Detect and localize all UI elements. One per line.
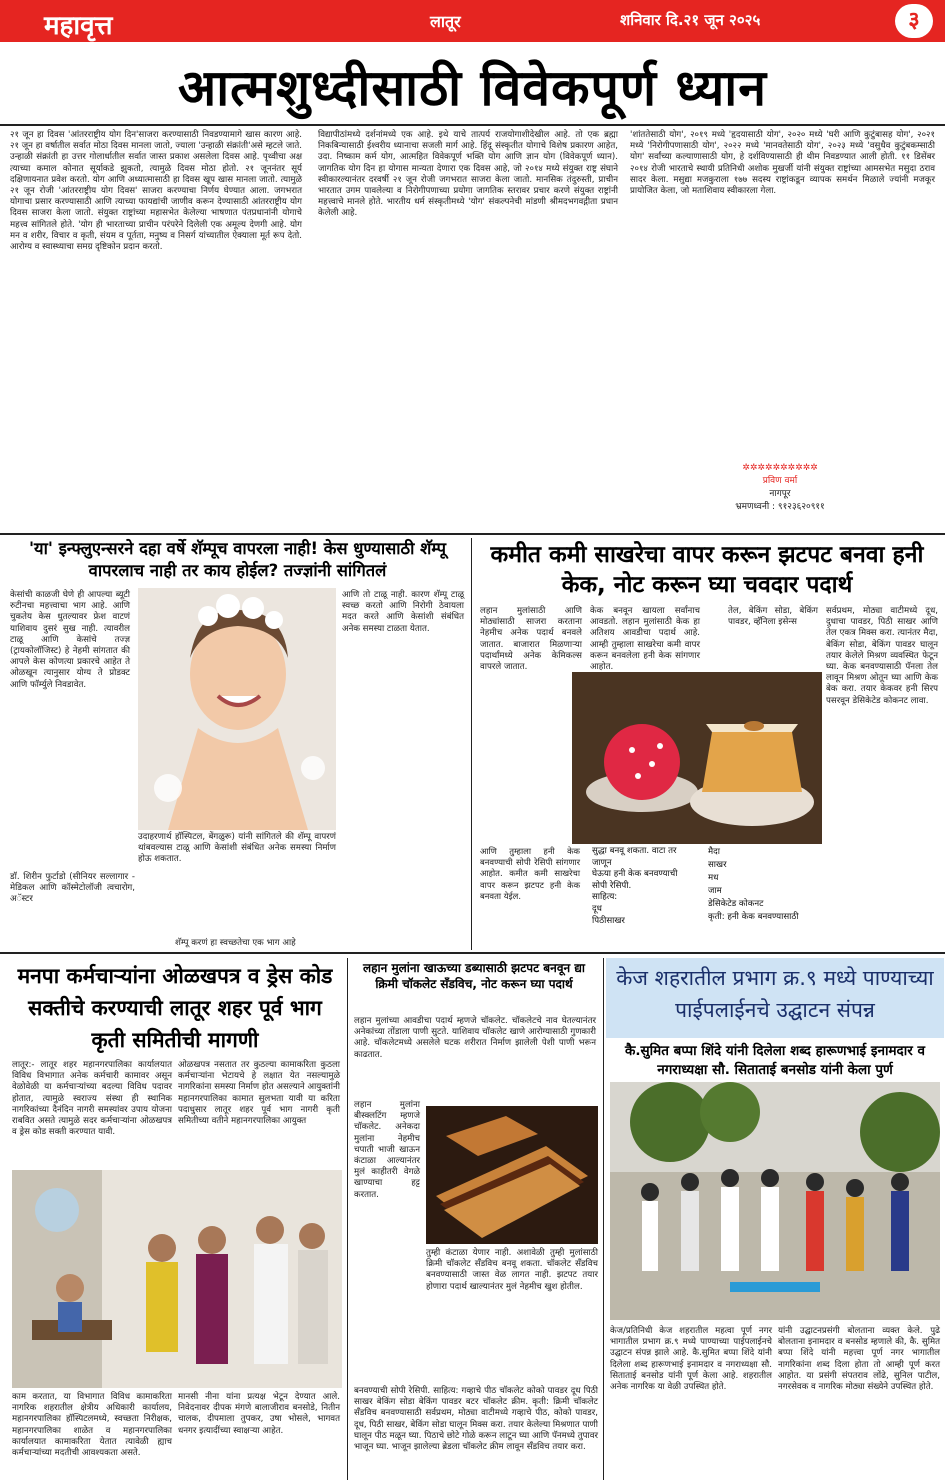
lead-column-2: विद्यापीठांमध्ये दर्शनांमध्ये एक आहे. इथे याचे तात्पर्य राजयोगाशीदेखील आहे. तो एक ब्रह्मा निकबिन्यासाठी ईश्वरीय ध्यानाचा सजली मार्ग आहे. हिंदू संस्कृतीत योगाचे विशेष प्रकारण आहेत, उदा. निष्काम कर्म योग, आत्महित विवेकपूर्ण भक्ति योग आणि ज्ञान योग (विवेकपूर्ण ध्यान). जागतिक योग दिन हा योगास मान्यता देणारा एक दिवस आहे, जो २०१४ मध्ये संयुक्त राष्ट्र संघाने स्वीकारल्यानंतर दरवर्षी २१ जून रोजी जगभरात साजरा केला जातो. मानसिक तंदुरुस्ती, प्राचीन भारतात उगम पावलेल्या व निरोगीपणाच्या प्रयोगा जागतिक स्तरावर प्रचार करणे संयुक्त राष्ट्रांनी महत्त्वाचे मानले होते. भारतीय धर्म संस्कृतीमध्ये 'योग' संकल्पनेची मांडणी श्रीमदभगवद्गीता प्रधान केलेली आहे.	[318, 130, 618, 219]
edition-location: लातूर	[430, 12, 461, 31]
divider	[0, 952, 945, 954]
ingredient-item: सुद्धा बनवू शकता. वाटा तर	[592, 846, 677, 856]
lead-column-1: २१ जून हा दिवस 'आंतरराष्ट्रीय योग दिन'साजरा करण्यासाठी निवडण्यामागे खास कारण आहे. २१ जून हा वर्षातील सर्वात मोठा दिवस मानला जातो, ज्याला 'उन्हाळी संक्रांती'असे म्हटले जाते. उन्हाळी संक्रांती हा उत्तर गोलार्धातील सर्वात जास्त प्रकाश असलेला दिवस आहे. पृथ्वीचा अक्ष त्याच्या कमाल कोनात सूर्याकडे झुकतो, त्यामुळे दिवस मोठा होतो. २१ जूननंतर सूर्य दक्षिणायनात प्रवेश करतो. योग आणि अध्यात्मासाठी हा दिवस खूप खास मानला जातो. त्यामुळे २१ जून रोजी 'आंतरराष्ट्रीय योग दिवस' साजरा करण्याचा निर्णय घेण्यात आला. जगभरात योगाचा प्रसार करण्यासाठी आणि त्याच्या फायद्यांची जाणीव करून देण्यासाठी आंतरराष्ट्रीय योग दिवस साजरा केला जातो. संयुक्त राष्ट्रांच्या महासभेत केलेल्या भाषणात पंतप्रधानांनी योगाचे महत्त्व सांगितले होते. 'योग ही भारताच्या प्राचीन परंपरेने दिलेली एक अमूल्य देणगी आहे. योग मन व शरीर, विचार व कृती, संयम व पूर्तता, मनुष्य व निसर्ग यांच्यातील ऐक्याला मूर्त रूप देतो. आरोग्य व स्वास्थ्याचा समग्र दृष्टिकोन प्रदान करतो.	[10, 130, 302, 253]
ingredient-item: जाणून	[592, 857, 612, 868]
honey-cake-method: सर्वप्रथम, मोठ्या वाटीमध्ये दूध, दुधाचा पावडर, पिठी साखर आणि तेल एकत्र मिक्स करा. त्यानंतर मैदा, बेकिंग सोडा, बेकिंग पावडर घालून तयार केलेले मिश्रण व्यवस्थित फेटून घ्या. केक बनवण्यासाठी पॅनला तेल लावून मिश्रण ओतून घ्या आणि केक बेक करा. तयार केकवर हनी सिरप पसरवून डेसिकेटेड कोकनट लावा.	[826, 606, 938, 706]
sandwich-column-right: तुम्ही कंटाळा येणार नाही. अशावेळी तुम्ही मुलांसाठी क्रिमी चॉकलेट सँडविच बनवू शकता. चॉकलेट सँडविच बनवण्यासाठी जास्त वेळ लागत नाही. झटपट तयार होणारा पदार्थ खाल्यानंतर मुलं नेहमीच खुश होतील.	[426, 1248, 598, 1292]
ingredient-item: साखर	[708, 860, 727, 870]
chocolate-sandwich-photo	[426, 1106, 598, 1244]
ingredient-list-1	[592, 846, 702, 927]
divider	[0, 533, 945, 535]
honey-cake-column-2: केक बनवून खायला सर्वांनाच आवडतो. लहान मुलांसाठी केक हा अतिशय आवडीचा पदार्थ आहे. आम्ही तुम्हाला साखरेचा कमी वापर करून बनवलेला हनी केक सांगणार आहोत.	[590, 606, 700, 673]
kej-headline: केज शहरातील प्रभाग क्र.९ मध्ये पाण्याच्या पाईपलाईनचे उद्घाटन संपन्न	[616, 966, 934, 1022]
ingredient-list-2	[708, 846, 823, 924]
ingredient-item: जाम	[708, 886, 722, 896]
honey-cake-ingredients-top: तेल, बेकिंग सोडा, बेकिंग पावडर, व्हॅनिला इसेन्स	[728, 606, 818, 628]
vertical-divider	[347, 958, 348, 1480]
shampoo-column-1: केसांची काळजी घेणे ही आपल्या ब्यूटी रुटीनचा महत्त्वाचा भाग आहे. आणि चुकतेय केस धुतल्यावर फ्रेश वाटणं याशिवाय दुसरं सुख नाही. त्यावरील टाळू आणि केसांचे तज्ज्ञ (ट्रायकोलॉजिस्ट) हे नेहमी सांगतात की आपले केस कोणत्या प्रकारचे आहेत ते ओळखून त्यानुसार योग्य ते प्रोडक्ट आणि फॉर्म्युले निवडावेत.	[10, 590, 130, 690]
shampoo-column-3: आणि तो टाळू नाही. कारण शॅम्पू टाळू स्वच्छ करतो आणि निरोगी ठेवायला मदत करते आणि केसांशी संबंधित अनेक समस्या टाळता येतात.	[342, 590, 464, 634]
kej-inauguration-photo	[610, 1082, 940, 1320]
ingredient-item: दूध	[592, 903, 602, 914]
page-number: ३	[895, 4, 933, 38]
vertical-divider	[603, 958, 604, 1480]
issue-date: शनिवार दि.२१ जून २०२५	[620, 11, 761, 29]
author-phone: भ्रमणध्वनी : ९१२३६२०९११	[735, 502, 825, 512]
sandwich-intro: लहान मुलांच्या आवडीचा पदार्थ म्हणजे चॉकलेट. चॉकलेटचे नाव घेतल्यानंतर अनेकांच्या तोंडाला पाणी सुटते. याशिवाय चॉकलेट खाणे आरोग्यासाठी गुणकारी आहे. चॉकलेटमध्ये असलेले घटक शरीरात निर्माण झालेली पेशी पाणी भरून काढतात.	[354, 1016, 596, 1060]
lead-headline: आत्मशुध्दीसाठी विवेकपूर्ण ध्यान	[178, 59, 767, 117]
lead-column-3: 'शांततेसाठी योग', २०१९ मध्ये 'हृदयासाठी योग', २०२० मध्ये 'घरी आणि कुटुंबासह योग', २०२१ मध्ये 'निरोगीपणासाठी योग', २०२२ मध्ये 'मानवतेसाठी योग', २०२३ मध्ये 'वसुधैव कुटुंबकम्साठी योग' सर्वांच्या कल्याणासाठी योग, हे दर्शविण्यासाठी ही थीम निवडण्यात आली होती. ११ डिसेंबर २०१४ रोजी भारताचे स्थायी प्रतिनिधी अशोक मुखर्जी यांनी संयुक्त राष्ट्रांच्या आमसभेत मसुदा ठराव सादर केला. मसुद्या मजकुराला १७७ सदस्य राष्ट्रांकडून व्यापक समर्थन मिळाले ज्यांनी मजकूर प्रायोजित केला, जो मताशिवाय स्वीकारला गेला.	[630, 130, 935, 197]
expert-caption: डॉ. शिरीन फुर्टाडो (सीनियर सल्लागार - मेडिकल आणि कॉस्मेटोलॉजी त्वचारोग, अॅस्टर	[10, 872, 135, 905]
mnpa-bottom-2: मानसी नीना यांना प्रत्यक्ष भेटून देण्यात आले. निवेदनावर दीपक मंगणे बालाजीराव बनसोडे, नितीन चालक, दीपमाला तुपकर, उषा भोसले, भागवत धनगर इत्यादींच्या स्वाक्षऱ्या आहेत.	[178, 1392, 340, 1436]
ingredient-item: पिठीसाखर	[592, 915, 625, 926]
sandwich-recipe: बनवण्याची सोपी रेसिपी. साहित्य: गव्हाचे पीठ चॉकलेट कोको पावडर दूध पिठी साखर बेकिंग सोडा बेकिंग पावडर बटर चॉकलेट क्रीम. कृती: क्रिमी चॉकलेट सँडविच बनवण्यासाठी सर्वप्रथम, मोठ्या वाटीमध्ये गव्हाचे पीठ, कोको पावडर, दूध, पिठी साखर, बेकिंग सोडा घालून मिक्स करा. तयार केलेल्या मिश्रणात पाणी घालून पीठ मळून घ्या. पिठाचे छोटे गोळे करून लाटून घ्या आणि पॅनमध्ये तुपावर भाजून घ्या. भाजून झालेल्या ब्रेडला चॉकलेट क्रीम लावून सँडविच तयार करा.	[354, 1386, 598, 1453]
sandwich-headline: लहान मुलांना खाऊच्या डब्यासाठी झटपट बनवून द्या क्रिमी चॉकलेट सँडविच, नोट करून घ्या पदार्थ	[363, 961, 585, 991]
author-name: प्रविण वर्मा	[762, 476, 798, 486]
sandwich-column-left: लहान मुलांना बीस्क्लटिंग म्हणजे चॉकलेट. अनेकदा मुलांना नेहमीच चपाती भाजी खाऊन कंटाळा आल्यानंतर मुलं काहीतरी वेगळे खाण्याचा हट्ट करतात.	[354, 1100, 420, 1200]
ingredient-item: घेऊया हनी केक बनवण्याची	[592, 869, 678, 880]
ingredient-item: मैदा	[708, 847, 720, 857]
masthead: महावृत्त	[44, 11, 113, 41]
mnpa-bottom-1: काम करतात, या विभागात विविध कामाकरिता नागरिक शहरातील क्षेत्रीय अधिकारी कार्यालय, महानगरपालिका हॉस्पिटलमध्ये, स्वच्छता निरीक्षक, महानगरपालिका शाळेत व महानगरपालिका कार्यालयात कामाकरिता येतात त्यावेळी ह्याच कर्मचाऱ्यांच्या मदतीची आवश्यकता असते.	[12, 1392, 172, 1459]
author-signature	[660, 462, 900, 514]
honey-cake-column-1b: आणि तुम्हाला हनी केक बनवण्याची सोपी रेसिपी सांगणार आहोत. कमीत कमी साखरेचा वापर करून झटपट हनी केक बनवता येईल.	[480, 846, 580, 901]
kej-subheadline: कै.सुमित बप्पा शिंदे यांनी दिलेला शब्द हारूणभाई इनामदार व नगराध्यक्षा सौ. सिताताई बनसोड यांनी केला पुर्ण	[625, 1043, 925, 1078]
vertical-divider	[471, 538, 472, 950]
shampoo-column-2: उदाहरणार्थ हॉस्पिटल, बेंगळुरू) यांनी सांगितले की शॅम्पू वापरणं थांबवल्यास टाळू आणि केसांशी संबंधित अनेक समस्या निर्माण होऊ शकतात.	[138, 832, 336, 865]
author-city: नागपूर	[769, 489, 791, 499]
header-bar	[0, 0, 945, 42]
ingredient-item: सोपी रेसिपी.	[592, 880, 632, 891]
ingredient-item: कृती: हनी केक बनवण्यासाठी	[708, 912, 799, 922]
mnpa-column-2: ओळखपत्र नसतात तर कुठल्या कामाकरिता कुठला कर्मचाऱ्यांना भेटायचे हे लक्षात येत नसल्यामुळे नागरिकांना समस्या निर्माण होत असल्याने आयुक्तांनी महानगरपालिका कामात सुलभता यावी या करिता पदाधुसार लातूर शहर पूर्व भाग नागरी कृती समितीच्या वतीने महानगरपालिका आयुक्त	[178, 1060, 340, 1127]
author-stars: ✲✲✲✲✲✲✲✲✲✲	[742, 463, 818, 473]
woman-washing-hair-photo	[138, 588, 336, 830]
honey-cake-headline: कमीत कमी साखरेचा वापर करून झटपट बनवा हनी केक, नोट करून घ्या चवदार पदार्थ	[490, 542, 924, 598]
ingredient-item: डेसिकेटेड कोकनट	[708, 899, 764, 909]
kej-column-2: यांनी उद्घाटनप्रसंगी बोलताना व्यक्त केले. पुढे बोलताना इनामदार व बनसोड म्हणाले की, कै. सुमित बप्पा शिंदे यांनी महत्त्वा पूर्ण नगर भागातील नागरिकांना शब्द दिला होता तो आम्ही पूर्ण करत आहोत. या प्रसंगी संपतराव लोंढे, सुनिल पाटील, नगरसेवक व नागरिक मोठ्या संख्येने उपस्थित होते.	[778, 1326, 940, 1393]
honey-cake-photo	[572, 672, 822, 844]
kej-column-1: केज/प्रतिनिधी केज शहरातील महत्वा पूर्ण नगर भागातील प्रभाग क्र.९ मध्ये पाण्याच्या पाईपलाईनचे उद्घाटन संपन्न झाले आहे. कै.सुमित बप्पा शिंदे यांनी दिलेला शब्द हारूणभाई इनामदार व नगराध्यक्षा सौ. सिताताई बनसोड यांनी पूर्ण केला आहे. शहरातील अनेक नागरिक या वेळी उपस्थित होते.	[610, 1326, 772, 1393]
shampoo-footnote: शॅम्पू करणं हा स्वच्छतेचा एक भाग आहे	[175, 938, 296, 948]
ingredient-item: मध	[708, 873, 719, 883]
mnpa-office-photo	[12, 1170, 342, 1388]
mnpa-headline: मनपा कर्मचाऱ्यांना ओळखपत्र व ड्रेस कोड सक्तीचे करण्याची लातूर शहर पूर्व भाग कृती समितीची मागणी	[17, 964, 333, 1052]
mnpa-column-1: लातूर:- लातूर शहर महानगरपालिका कार्यालयात विविध विभागात अनेक कर्मचारी कामावर असून वेळोवेळी या कर्मचाऱ्यांच्या बदल्या विविध पदावर होतात, त्यामुळे स्वराज्य संस्था ही स्थानिक नागरिकांच्या दैनंदिन नागरी समस्यांवर उपाय योजना राबवित असते त्यामुळे सदर कर्मचाऱ्यांना ओळखपत्र व ड्रेस कोड सक्ती करण्यात यावी.	[12, 1060, 172, 1138]
honey-cake-column-1: लहान मुलांसाठी आणि मोठ्यांसाठी साजरा करताना नेहमीच अनेक पदार्थ बनवले जातात. बाजारात मिळणाऱ्या पदार्थांमध्ये अनेक केमिकल्स वापरले जातात.	[480, 606, 582, 673]
divider	[0, 124, 945, 126]
shampoo-headline: 'या' इन्फ्लुएन्सरने दहा वर्षे शॅम्पूच वापरला नाही! केस धुण्यासाठी शॅम्पू वापरलाच नाही तर काय होईल? तज्ज्ञांनी सांगितलं	[29, 539, 446, 580]
ingredient-item: साहित्य:	[592, 892, 618, 903]
